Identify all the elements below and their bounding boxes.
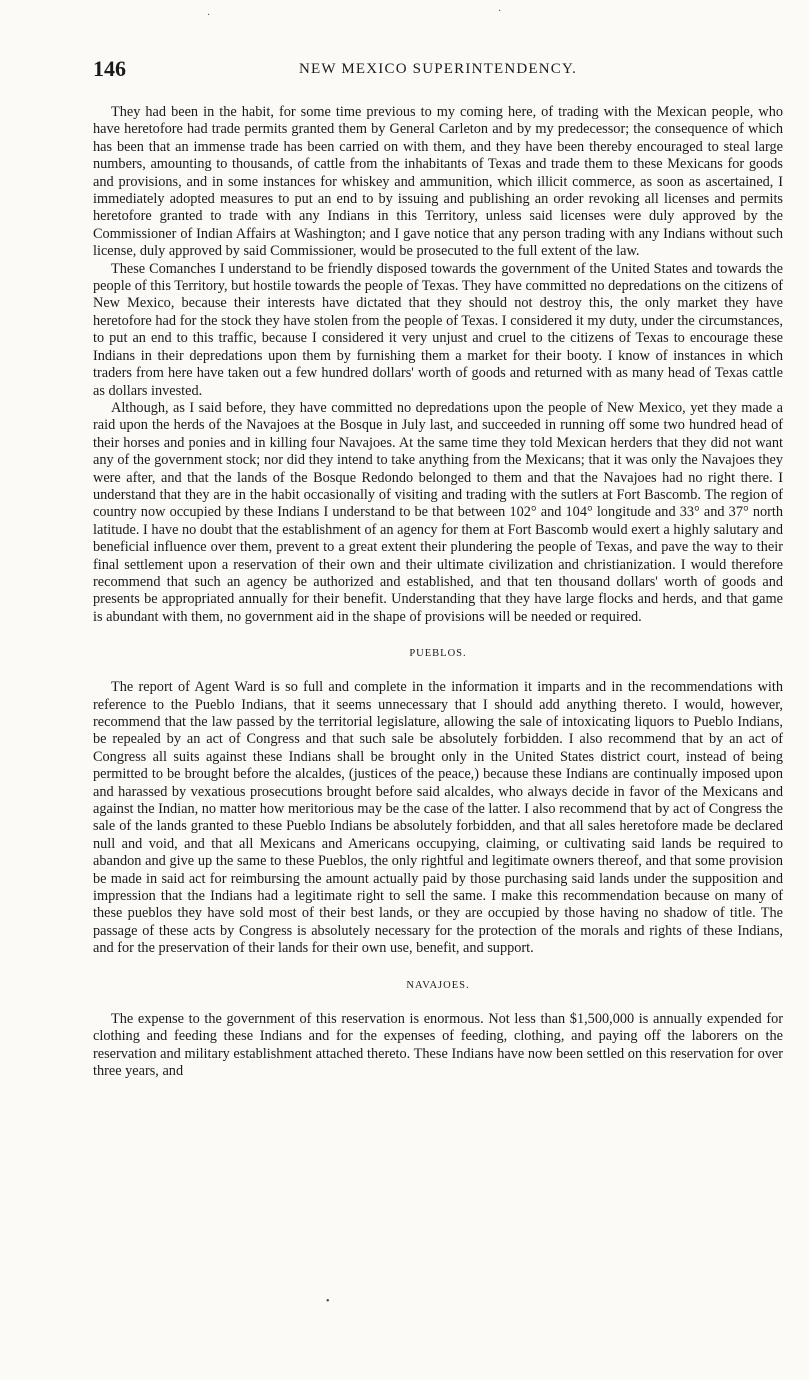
body-paragraph: These Comanches I understand to be friendly disposed towards the government of the United States and towards the people of this Territory, but hostile towards the people of Texas. They have committed no depredations on the citizens of New Mexico, because their interests have dictated that they should not destroy this, the only market they have heretofore had for the stock they have stolen from the people of Texas. I considered it my duty, under the circumstances, to put an end to this traffic, because I considered it very unjust and cruel to the citizens of Texas to encourage these Indians in their depredations upon them by furnishing them a market for their booty. I know of instances in which traders from here have taken out a few hundred dollars' worth of goods and returned with as many head of Texas cattle as dollars invested.	[93, 260, 783, 399]
page-header	[93, 52, 783, 88]
document-page	[93, 52, 783, 1080]
body-paragraph: The report of Agent Ward is so full and complete in the information it imparts and in the recommendations with reference to the Pueblo Indians, that it seems unnecessary that I should add anything thereto. I would, however, recommend that the law passed by the territorial legislature, allowing the sale of intoxicating liquors to Pueblo Indians, be repealed by an act of Congress and that such sale be absolutely forbidden. I also recommend that by an act of Congress all suits against these Indians shall be brought only in the United States district court, instead of being permitted to be brought before the alcaldes, (justices of the peace,) because these Indians are continually imposed upon and harassed by vexatious prosecutions brought before said alcaldes, who always decide in favor of the Mexicans and against the Indian, no matter how meritorious may be the case of the latter. I also recommend that by act of Congress the sale of the lands granted to these Pueblo Indians be absolutely forbidden, and that all sales heretofore made be declared null and void, and that all Mexicans and Americans occupying, claiming, or cultivating said lands be required to abandon and give up the same to these Pueblos, the only rightful and legitimate owners thereof, and that some provision be made in said act for reimbursing the amount actually paid by those purchasing said lands under the supposition and impression that the Indians had a legitimate right to sell the same. I make this recommendation because on many of these pueblos they have sold most of their best lands, or they are occupied by those having no shadow of title. The passage of these acts by Congress is absolutely necessary for the protection of the morals and rights of these Indians, and for the preservation of their lands for their own use, benefit, and support.	[93, 679, 784, 957]
section-heading: NAVAJOES.	[406, 979, 470, 991]
body-paragraph: Although, as I said before, they have committed no depredations upon the people of New Mexico, yet they made a raid upon the herds of the Navajoes at the Bosque in July last, and succeeded in running off some two hundred head of their horses and ponies and in killing four Navajoes. At the same time they told Mexican herders that they did not want any of the government stock; nor did they intend to take anything from the Mexicans; that it was only the Navajoes they were after, and that the lands of the Bosque Redondo belonged to them and that the Navajoes had no right there. I understand that they are in the habit occasionally of visiting and trading with the sutlers at Fort Bascomb. The region of country now occupied by these Indians I understand to be that between 102° and 104° longitude and 33° and 37° north latitude. I have no doubt that the establishment of an agency for them at Fort Bascomb would exert a highly salutary and beneficial influence over them, prevent to a great extent their plundering the people of Texas, and pave the way to their final settlement upon a reservation of their own and their ultimate civilization and christianization. I would therefore recommend that such an agency be authorized and established, and that ten thousand dollars' worth of goods and presents be appropriated annually for their benefit. Understanding that they have large flocks and herds, and that game is abundant with them, no government aid in the shape of provisions will be needed or required.	[93, 399, 783, 625]
comanches-section	[93, 104, 783, 626]
scan-speck: •	[326, 1296, 330, 1307]
body-paragraph: The expense to the government of this reservation is enormous. Not less than $1,500,000 is annually expended for clothing and feeding these Indians and for the expenses of feeding, clothing, and paying off the laborers on the reservation and military establishment attached thereto. These Indians have now been settled on this reservation for over three years, and	[93, 1010, 783, 1079]
running-head: NEW MEXICO SUPERINTENDENCY.	[298, 61, 578, 77]
body-paragraph: They had been in the habit, for some time previous to my coming here, of trading with the Mexican people, who have heretofore had trade permits granted them by General Carleton and by my predecessor; the consequence of which has been that an immense trade has been carried on with them, and they have been thereby encouraged to steal large numbers, amounting to thousands, of cattle from the inhabitants of Texas and trade them to these Mexicans for goods and provisions, and in some instances for whiskey and ammunition, which illicit commerce, as soon as ascertained, I immediately adopted measures to put an end to by issuing and publishing an order revoking all licenses and permits heretofore granted to trade with any Indians in this Territory, unless said licenses were duly approved by the Commissioner of Indian Affairs at Washington; and I gave notice that any person trading with any Indians without such license, duly approved by said Commissioner, would be prosecuted to the full extent of the law.	[93, 104, 783, 260]
section-heading: PUEBLOS.	[409, 648, 467, 660]
scan-speck: ·	[498, 6, 502, 17]
page-number: 146	[93, 56, 126, 81]
pueblos-section	[93, 648, 783, 958]
navajoes-section	[93, 980, 783, 1081]
scan-speck: ·	[207, 10, 211, 21]
